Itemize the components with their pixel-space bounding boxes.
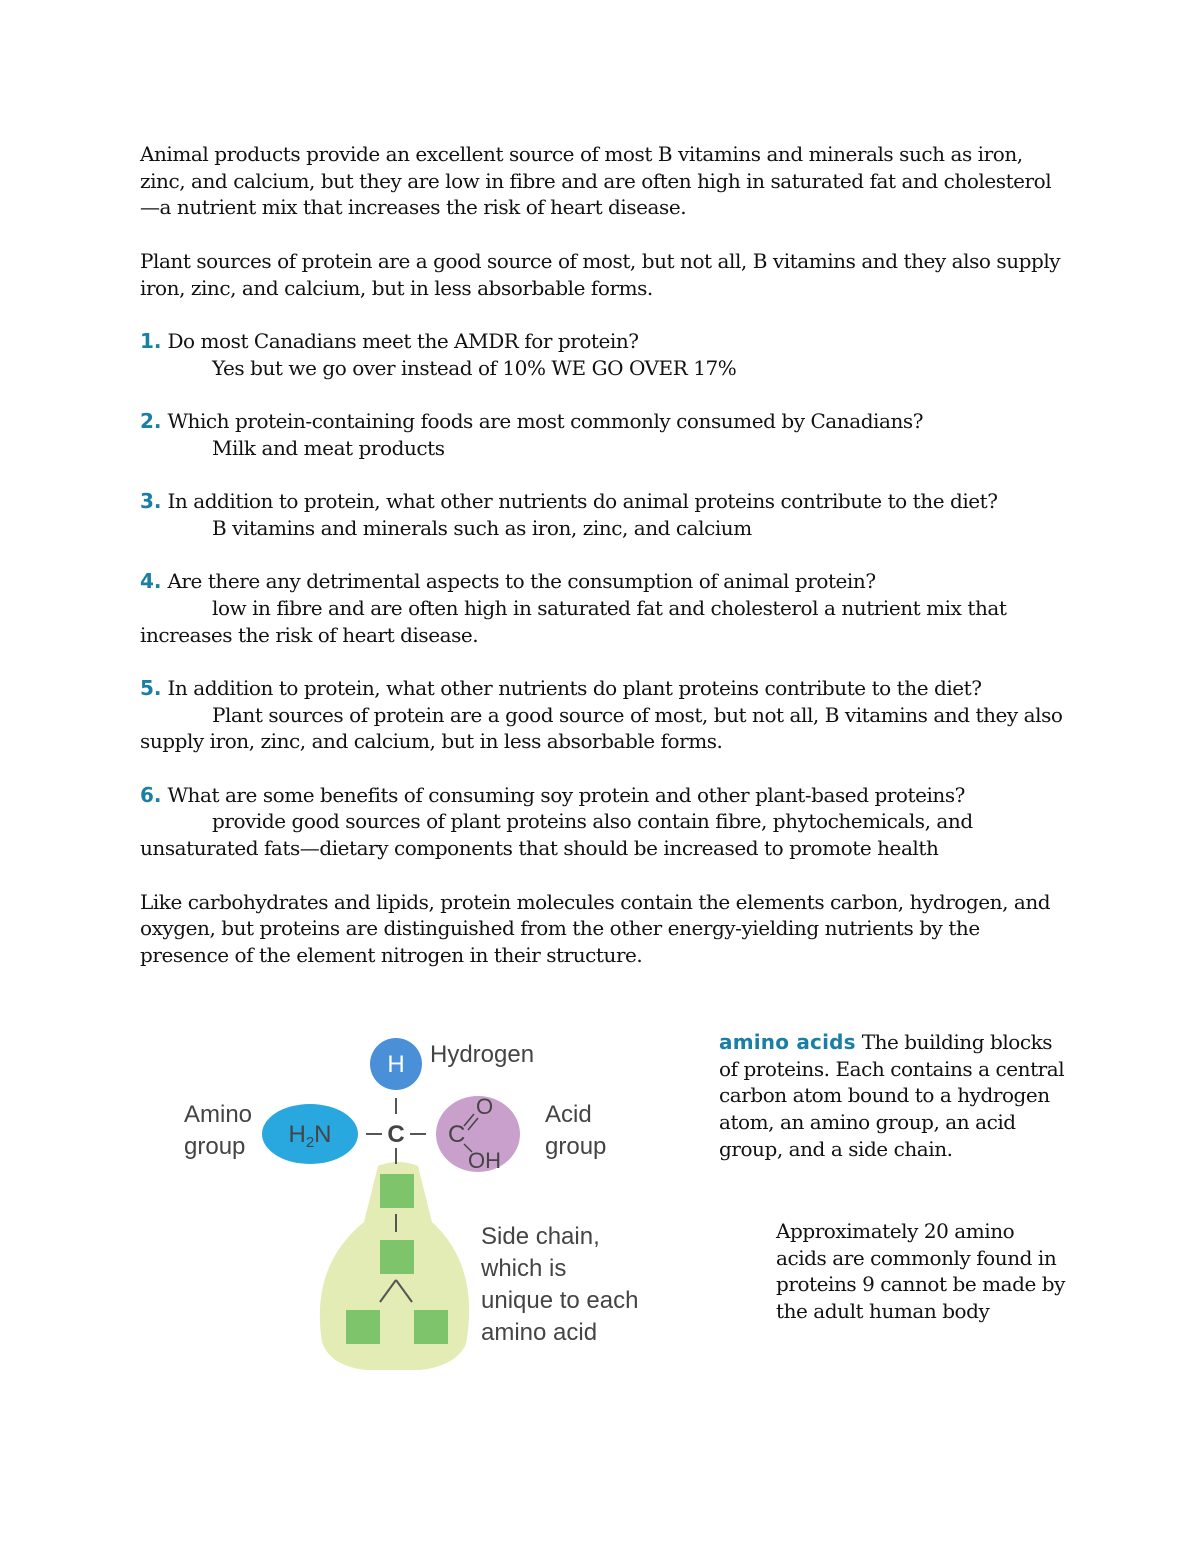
- question-5: [140, 675, 1070, 755]
- acid-label-line1: Acid: [545, 1101, 592, 1128]
- amino-acid-diagram: [170, 1026, 690, 1386]
- acid-label-line2: group: [545, 1133, 607, 1160]
- question-6: [140, 782, 1070, 862]
- body-text: [140, 141, 1070, 995]
- acid-carbon: C: [448, 1121, 466, 1148]
- question-number: 2.: [140, 408, 162, 433]
- side-chain-label-line3: unique to each: [481, 1287, 639, 1314]
- answer-text: Yes but we go over instead of 10% WE GO OVER 17%: [212, 355, 737, 380]
- closing-paragraph: Like carbohydrates and lipids, protein molecules contain the elements carbon, hydrogen, and oxygen, but proteins are distinguished from the other energy-yielding nutrients by the presence of the element nitrogen in their structure.: [140, 889, 1051, 967]
- side-chain-label-line2: which is: [481, 1255, 567, 1282]
- question-4: [140, 568, 1070, 648]
- glossary-sidebar: [719, 1029, 1069, 1163]
- question-text: Which protein-containing foods are most commonly consumed by Canadians?: [167, 408, 923, 433]
- side-note: Approximately 20 amino acids are commonly found in proteins 9 cannot be made by the adult human body: [776, 1219, 1065, 1324]
- glossary-term: amino acids: [719, 1030, 856, 1054]
- question-number: 5.: [140, 675, 162, 700]
- question-text: Do most Canadians meet the AMDR for protein?: [167, 328, 639, 353]
- side-chain-label-line4: amino acid: [481, 1319, 598, 1346]
- side-chain-box: [380, 1174, 414, 1208]
- question-number: 1.: [140, 328, 162, 353]
- side-chain-box: [414, 1310, 448, 1344]
- question-number: 4.: [140, 569, 162, 594]
- answer-text: B vitamins and minerals such as iron, zinc, and calcium: [212, 515, 752, 540]
- hydrogen-symbol: H: [387, 1051, 405, 1078]
- question-text: In addition to protein, what other nutrients do plant proteins contribute to the diet?: [167, 675, 982, 700]
- side-chain-label-line1: Side chain,: [481, 1223, 600, 1250]
- acid-oxygen: O: [476, 1094, 494, 1119]
- acid-hydroxyl: OH: [468, 1148, 501, 1173]
- glossary-definition: The building blocks of proteins. Each contains a central carbon atom bound to a hydrogen atom, an amino group, an acid group, and a side chain.: [719, 1030, 1065, 1161]
- question-1: [140, 328, 1070, 381]
- hydrogen-label: Hydrogen: [430, 1041, 535, 1068]
- amino-label-line2: group: [184, 1133, 246, 1160]
- side-chain-box: [346, 1310, 380, 1344]
- question-text: What are some benefits of consuming soy protein and other plant-based proteins?: [167, 782, 965, 807]
- question-text: In addition to protein, what other nutrients do animal proteins contribute to the diet?: [167, 489, 998, 514]
- answer-text: provide good sources of plant proteins also contain fibre, phytochemicals, and unsaturated fats—dietary components that should be increased to promote health: [140, 809, 973, 861]
- amino-label-line1: Amino: [184, 1101, 253, 1128]
- amino-formula: $H_2N$: [288, 1121, 332, 1151]
- intro-paragraph-2: Plant sources of protein are a good source of most, but not all, B vitamins and they also supply iron, zinc, and calcium, but in less absorbable forms.: [140, 248, 1061, 300]
- answer-text: low in fibre and are often high in saturated fat and cholesterol a nutrient mix that increases the risk of heart disease.: [140, 595, 1007, 647]
- intro-paragraph-1: Animal products provide an excellent source of most B vitamins and minerals such as iron, zinc, and calcium, but they are low in fibre and are often high in saturated fat and cholesterol—a nutrient mix that increases the risk of heart disease.: [140, 142, 1052, 220]
- question-text: Are there any detrimental aspects to the consumption of animal protein?: [167, 569, 876, 594]
- question-2: [140, 408, 1070, 461]
- central-carbon: C: [387, 1121, 405, 1148]
- side-chain-box: [380, 1240, 414, 1274]
- question-number: 3.: [140, 489, 162, 514]
- question-number: 6.: [140, 782, 162, 807]
- answer-text: Milk and meat products: [212, 435, 445, 460]
- question-3: [140, 488, 1070, 541]
- answer-text: Plant sources of protein are a good source of most, but not all, B vitamins and they also supply iron, zinc, and calcium, but in less absorbable forms.: [140, 702, 1063, 754]
- amino-acid-structure-figure: [170, 1026, 690, 1386]
